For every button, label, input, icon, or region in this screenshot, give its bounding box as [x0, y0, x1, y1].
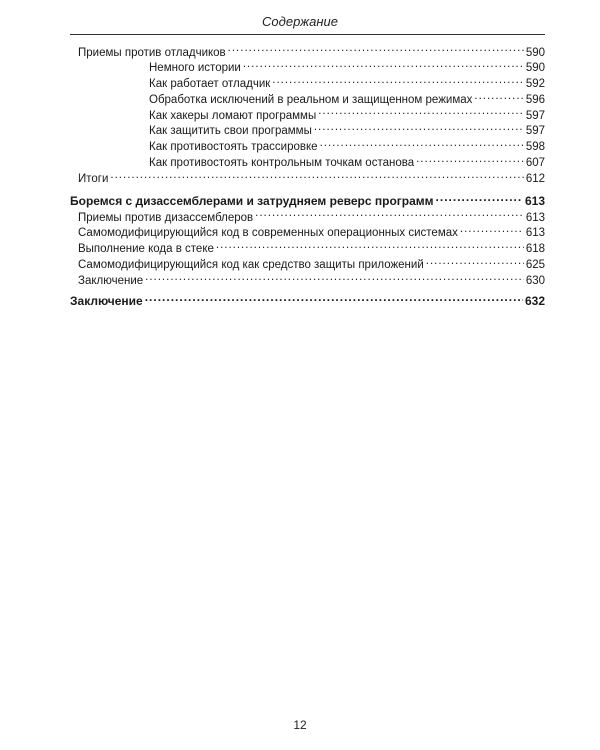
toc-entry	[70, 123, 545, 139]
toc-entry-page: 596	[525, 93, 545, 106]
toc-chapter-title: Боремся с дизассемблерами и затрудняем реверс программ	[70, 194, 434, 209]
toc-dot-leader	[228, 44, 524, 56]
toc-entry-page: 590	[525, 62, 545, 75]
toc-entry-title: Немного истории	[149, 62, 241, 75]
toc-chapter-page: 613	[524, 194, 545, 209]
toc-entry-title: Как противостоять трассировке	[149, 141, 318, 154]
toc-chapter	[70, 193, 545, 209]
toc-dot-leader	[320, 139, 524, 151]
toc-entry-page: 597	[525, 109, 545, 122]
toc-dot-leader	[474, 91, 523, 103]
toc-entry-page: 592	[525, 78, 545, 91]
toc-entry	[70, 170, 545, 186]
toc-dot-leader	[145, 293, 523, 305]
page-number: 12	[293, 718, 307, 732]
toc-entry-page: 597	[525, 125, 545, 138]
toc-entry-page: 630	[525, 274, 545, 287]
toc-entry-page: 607	[525, 157, 545, 170]
toc-dot-leader	[110, 170, 523, 182]
toc-entry-title: Обработка исключений в реальном и защищенном режимах	[149, 93, 473, 106]
toc-dot-leader	[255, 209, 524, 221]
toc-entry-title: Как защитить свои программы	[149, 125, 312, 138]
toc-dot-leader	[460, 225, 524, 237]
toc-entry-page: 625	[525, 259, 545, 272]
toc-dot-leader	[145, 272, 524, 284]
toc-entry	[70, 91, 545, 107]
toc-entry-title: Выполнение кода в стеке	[78, 243, 214, 256]
toc-entry	[70, 209, 545, 225]
toc-dot-leader	[416, 155, 524, 167]
toc-entry-title: Приемы против отладчиков	[78, 46, 226, 59]
toc-entry-page: 613	[525, 227, 545, 240]
toc-dot-leader	[314, 123, 524, 135]
toc-entry	[70, 76, 545, 92]
toc-entry	[70, 225, 545, 241]
toc-entry-title: Как хакеры ломают программы	[149, 109, 317, 122]
toc-dot-leader	[426, 257, 524, 269]
toc-chapter-title: Заключение	[70, 294, 143, 309]
toc-entry	[70, 139, 545, 155]
toc-entry	[70, 241, 545, 257]
toc-chapter	[70, 293, 545, 309]
toc-entry	[70, 155, 545, 171]
toc-entry-page: 613	[525, 211, 545, 224]
toc-entry-title: Итоги	[78, 172, 109, 185]
toc-entry	[70, 272, 545, 288]
toc-entry-title: Как противостоять контрольным точкам останова	[149, 157, 415, 170]
toc-chapter-page: 632	[524, 294, 545, 309]
toc-dot-leader	[243, 60, 524, 72]
toc-entry-title: Заключение	[78, 274, 144, 287]
table-of-contents	[70, 44, 545, 309]
toc-entry-title: Как работает отладчик	[149, 78, 271, 91]
toc-entry-page: 590	[525, 46, 545, 59]
toc-dot-leader	[318, 107, 524, 119]
toc-entry-page: 618	[525, 243, 545, 256]
toc-entry-page: 598	[525, 141, 545, 154]
running-header: Содержание	[262, 14, 338, 29]
toc-entry	[70, 257, 545, 273]
toc-entry-title: Приемы против дизассемблеров	[78, 211, 254, 224]
toc-dot-leader	[216, 241, 524, 253]
toc-entry	[70, 60, 545, 76]
toc-entry-title: Самомодифицирующийся код как средство защиты приложений	[78, 259, 424, 272]
toc-dot-leader	[436, 193, 523, 205]
toc-entry-title: Самомодифицирующийся код в современных операционных системах	[78, 227, 458, 240]
toc-entry-page: 612	[525, 172, 545, 185]
toc-dot-leader	[272, 76, 524, 88]
toc-entry	[70, 107, 545, 123]
toc-entry	[70, 44, 545, 60]
header-divider	[70, 34, 545, 35]
